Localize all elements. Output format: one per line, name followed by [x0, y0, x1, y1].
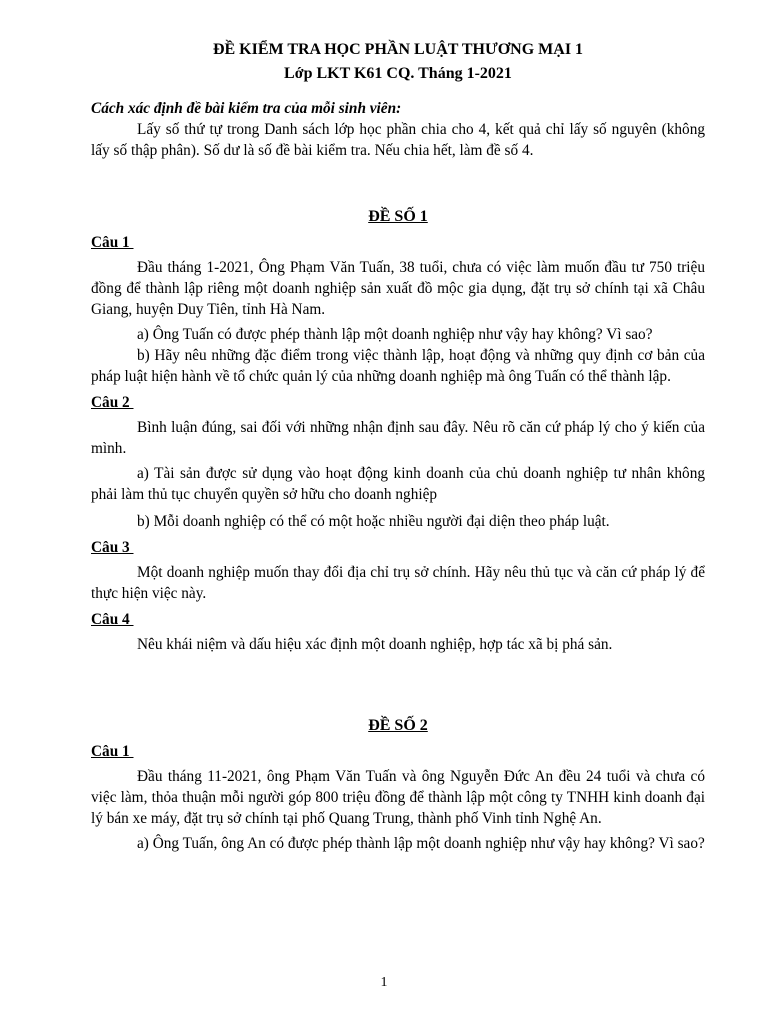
question-text: Đầu tháng 1-2021, Ông Phạm Văn Tuấn, 38 tuổi, chưa có việc làm muốn đầu tư 750 triệu đồng để thành lập riêng một doanh nghiệp sản xuất đồ mộc gia dụng, đặt trụ sở chính tại xã Châu Giang, huyện Duy Tiên, tỉnh Hà Nam. [91, 259, 705, 318]
exam-1-question-1 [91, 232, 705, 387]
question-text: Đầu tháng 11-2021, ông Phạm Văn Tuấn và ông Nguyễn Đức An đều 24 tuổi và chưa có việc làm, thỏa thuận mỗi người góp 800 triệu đồng để thành lập một công ty TNHH kinh doanh đại lý bán xe máy, đặt trụ sở chính tại phố Quang Trung, thành phố Vinh tỉnh Nghệ An. [91, 768, 705, 827]
question-part-a: a) Ông Tuấn, ông An có được phép thành lập một doanh nghiệp như vậy hay không? Vì sao? [137, 835, 705, 852]
question-text: Nêu khái niệm và dấu hiệu xác định một doanh nghiệp, hợp tác xã bị phá sản. [137, 636, 613, 653]
question-text: Một doanh nghiệp muốn thay đổi địa chỉ trụ sở chính. Hãy nêu thủ tục và căn cứ pháp lý để thực hiện việc này. [91, 564, 705, 602]
exam-1-question-3 [91, 537, 705, 604]
exam-1-question-4 [91, 609, 705, 655]
question-part-b: b) Mỗi doanh nghiệp có thể có một hoặc nhiều người đại diện theo pháp luật. [137, 513, 610, 530]
question-label: Câu 3 [91, 539, 134, 556]
question-label: Câu 1 [91, 234, 134, 251]
exam-1-heading: ĐỀ SỐ 1 [368, 208, 428, 225]
question-label: Câu 4 [91, 611, 134, 628]
question-part-a: a) Tài sản được sử dụng vào hoạt động kinh doanh của chủ doanh nghiệp tư nhân không phải làm thủ tục chuyển quyền sở hữu cho doanh nghiệp [91, 465, 705, 503]
instructions-text: Lấy số thứ tự trong Danh sách lớp học phần chia cho 4, kết quả chỉ lấy số nguyên (không lấy số thập phân). Số dư là số đề bài kiểm tra. Nếu chia hết, làm đề số 4. [91, 121, 705, 159]
exam-2-question-1 [91, 741, 705, 854]
instructions-heading: Cách xác định đề bài kiểm tra của mỗi sinh viên: [91, 100, 402, 117]
question-text: Bình luận đúng, sai đối với những nhận định sau đây. Nêu rõ căn cứ pháp lý cho ý kiến của mình. [91, 419, 705, 457]
page-number: 1 [380, 975, 388, 990]
question-label: Câu 1 [91, 743, 134, 760]
document-page [91, 38, 705, 854]
question-part-a: a) Ông Tuấn có được phép thành lập một doanh nghiệp như vậy hay không? Vì sao? [137, 326, 653, 343]
question-label: Câu 2 [91, 394, 134, 411]
question-part-b: b) Hãy nêu những đặc điểm trong việc thành lập, hoạt động và những quy định cơ bản của pháp luật hiện hành về tổ chức quản lý của những doanh nghiệp mà ông Tuấn có thể thành lập. [91, 347, 705, 385]
exam-1-question-2 [91, 392, 705, 532]
exam-2-heading: ĐỀ SỐ 2 [368, 717, 428, 734]
document-title [91, 38, 705, 86]
title-line-1: ĐỀ KIỂM TRA HỌC PHẦN LUẬT THƯƠNG MẠI 1 [212, 41, 584, 58]
title-line-2: Lớp LKT K61 CQ. Tháng 1-2021 [284, 65, 512, 82]
